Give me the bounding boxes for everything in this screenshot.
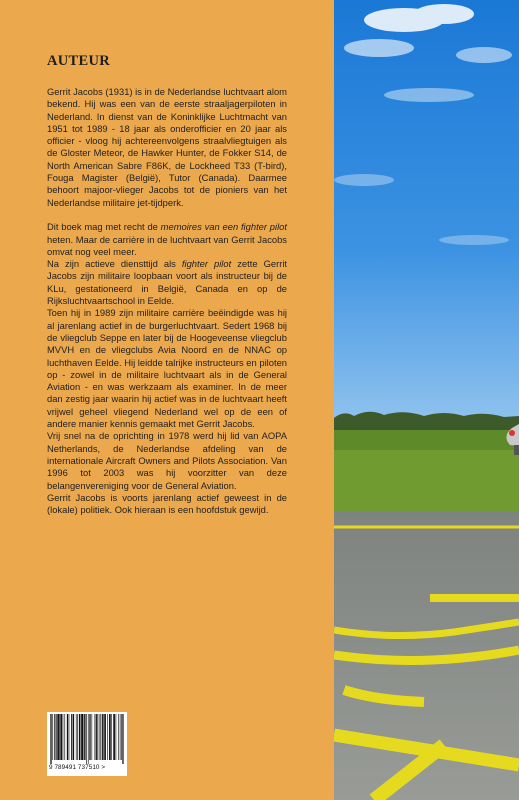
barcode-bar [116,714,117,760]
barcode-bar [61,714,62,760]
barcode-bar [67,714,68,760]
barcode-bar [60,714,61,760]
bio-paragraph [47,258,287,307]
barcode-bar [57,714,58,760]
barcode-bar [69,714,70,760]
barcode-bar [54,714,55,760]
text-run: Na zijn actieve diensttijd als [47,258,182,270]
barcode-bar [110,714,111,760]
barcode-bar [110,714,111,760]
cover-photo-runway [334,0,519,800]
text-run: Gerrit Jacobs (1931) is in de Nederlandse luchtvaart alom bekend. Hij was een van de eerste straaljagerpiloten in Nederland. In dienst van de Koninklijke Luchtmacht van 1951 tot 1989 - 18 jaar als onderofficier en 20 jaar als officier - vloog hij achtereenvolgens straalvliegtuigen als de Gloster Meteor, de Hawker Hunter, de Fokker S14, de North American Sabre F86K, de Lockheed T33 (T-bird), Fouga Magister (België), Tutor (Canada). Daarmee behoort majoor-vlieger Jacobs tot de pioniers van het Nederlandse militaire jet-tijdperk. [47,86,287,208]
barcode-bar [56,714,57,760]
text-run: Gerrit Jacobs is voorts jarenlang actief geweest in de (lokale) politiek. Ook hieraan is een hoofdstuk gewijd. [47,491,287,516]
barcode-bar [84,714,85,760]
barcode-bar [96,714,97,760]
text-run: zette Gerrit Jacobs zijn militaire loopbaan voort als instructeur bij de KLu, gestationeerd in België, Canada en op de Rijksluchtvaartschool in Eelde. [47,258,288,307]
barcode-bar [95,714,96,760]
barcode-bar [73,714,74,760]
barcode-bar [97,714,98,760]
barcode-bar [111,714,112,760]
barcode-bar [50,714,51,764]
barcode-bar [73,714,74,760]
italic-phrase: fighter pilot [181,258,232,270]
barcode-bar [96,714,97,760]
barcode-bar [59,714,60,760]
barcode-bar [51,714,52,764]
barcode-bar [58,714,59,760]
text-run: Vrij snel na de oprichting in 1978 werd hij lid van AOPA Netherlands, de Nederlandse afdeling van de internationale Aircraft Owners and Pilots Association. Van 1996 tot 2003 was hij voorzitter van deze belangenvereniging voor de General Aviation. [47,430,287,491]
barcode-bar [104,714,105,760]
bio-paragraph [47,307,287,430]
barcode-bar [77,714,78,760]
barcode-bar [107,714,108,760]
barcode-bar [55,714,56,760]
barcode-bar [67,714,68,760]
barcode-bar [81,714,82,760]
barcode-bar [88,714,89,764]
barcode-bar [100,714,101,760]
barcode-bar [103,714,104,760]
barcode-bar [79,714,80,760]
barcode-bar [92,714,93,760]
barcode-bar [114,714,115,760]
barcode-bar [82,714,83,760]
text-run: Dit boek mag met recht de [47,221,161,233]
barcode-bar [114,714,115,760]
barcode-bar [105,714,106,760]
barcode-bar [71,714,72,760]
barcode-bar [84,714,85,760]
barcode-bar [123,714,124,764]
bio-paragraph [47,430,287,491]
bio-paragraph [47,86,287,209]
barcode-bar [102,714,103,760]
barcode-bar [52,714,53,760]
text-run: Toen hij in 1989 zijn militaire carrière beëindigde was hij al jarenlang actief in de burgerluchtvaart. Sedert 1968 bij de vliegclub Seppe en later bij de Hoogeveense vliegclub MVVH en de vliegclubs Avia Noord en de NNAC op luchthaven Eelde. Hij leidde talrijke instructeurs en piloten op - zowel in de militaire luchtvaart als in de General Aviation - en was werkzaam als examiner. In de meer dan zestig jaar waarin hij actief was in de luchtvaart heeft vrijwel geheel vliegend Nederland wel op de een of andere manier kennis gemaakt met Gerrit Jacobs. [47,307,287,430]
barcode-bar [86,714,87,764]
section-heading: AUTEUR [47,53,111,69]
barcode-bars [50,714,124,764]
text-run: heten. Maar de carrière in de luchtvaart van Gerrit Jacobs omvat nog veel meer. [47,233,287,257]
barcode-bar [64,714,65,760]
barcode-bar [82,714,83,760]
barcode-bar [90,714,91,760]
barcode-bar [105,714,106,760]
barcode-bar [58,714,59,760]
bio-paragraph [47,492,287,517]
barcode-bar [63,714,64,760]
isbn-number: 9 789491 737510 > [49,764,106,771]
barcode-bar [118,714,119,760]
barcode-bar [72,714,73,760]
bio-paragraph [47,221,287,258]
isbn-barcode [47,712,127,776]
barcode-bar [89,714,90,760]
author-biography [47,86,287,516]
barcode-bar [81,714,82,760]
barcode-bar [121,714,122,760]
barcode-bar [120,714,121,760]
barcode-bar [79,714,80,760]
barcode-bar [102,714,103,760]
barcode-bar [85,714,86,760]
runway-photo-image [334,0,519,800]
barcode-bar [109,714,110,760]
barcode-bar [113,714,114,760]
italic-phrase: memoires van een fighter pilot [160,221,287,233]
barcode-bar [122,714,123,764]
barcode-bar [61,714,62,760]
barcode-bar [99,714,100,760]
barcode-bar [76,714,77,760]
